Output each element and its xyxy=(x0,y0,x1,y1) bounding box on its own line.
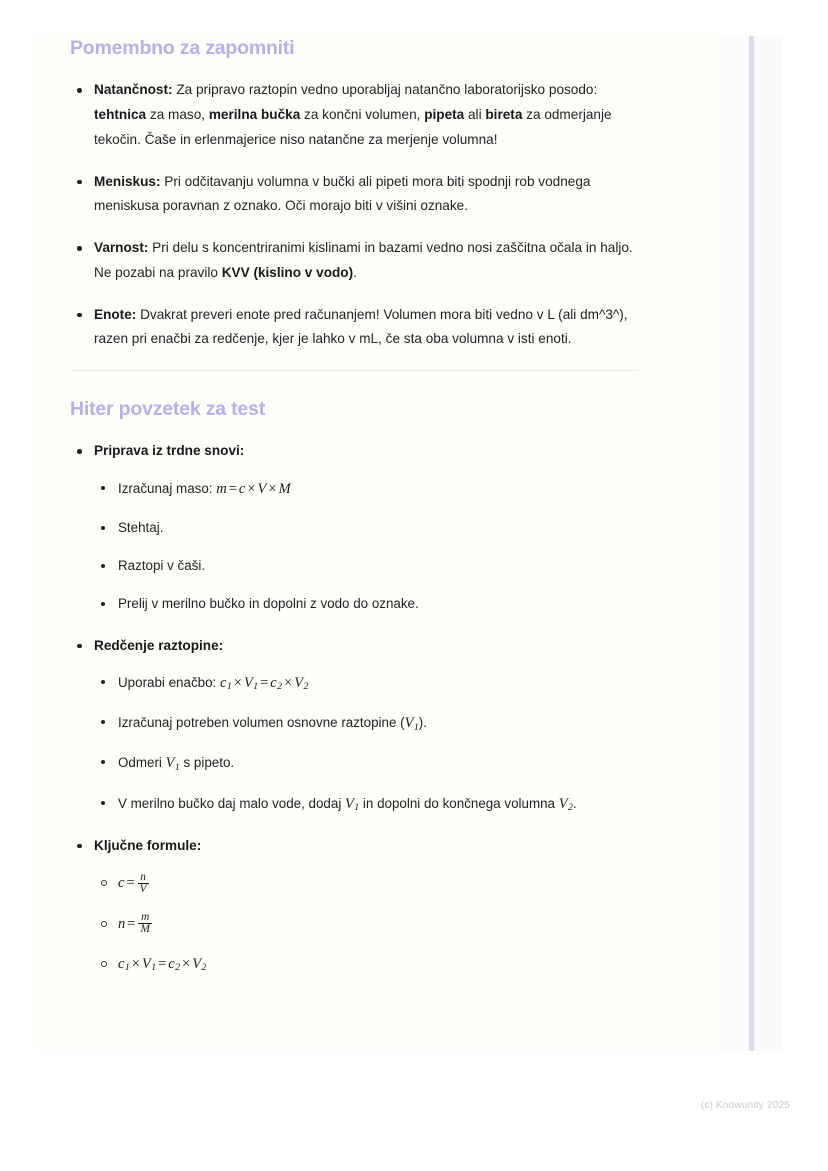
list-item xyxy=(70,170,638,219)
math-formula-concentration: c = $\frac{n}{V}$ xyxy=(118,870,147,896)
bullet-text: za končni volumen, xyxy=(300,107,425,123)
step-text: Stehtaj. xyxy=(118,520,164,536)
list-item xyxy=(94,791,638,817)
step-text: Izračunaj maso: xyxy=(118,481,217,497)
bullet-emphasis: bireta xyxy=(485,107,523,123)
bullet-lead: Meniskus: xyxy=(94,173,161,189)
list-item xyxy=(94,592,638,616)
step-text-suffix: s pipeto. xyxy=(179,755,235,771)
bullet-text: Pri odčitavanju volumna v bučki ali pipeti mora biti spodnji rob vodnega meniskusa poravnan z oznako. Oči morajo biti v višini oznake. xyxy=(94,173,591,214)
step-text: Izračunaj potreben volumen osnovne raztopine ( xyxy=(118,715,405,731)
page-footer: (c) Knowunity 2025 xyxy=(700,1100,790,1111)
section-divider xyxy=(70,370,638,371)
bullet-text: Za pripravo raztopin vedno uporabljaj natančno laboratorijsko posodo: xyxy=(172,82,598,98)
step-text: Prelij v merilno bučko in dopolni z vodo do oznake. xyxy=(118,596,419,612)
purple-accent-bar xyxy=(749,36,754,1051)
group-heading: Priprava iz trdne snovi: xyxy=(94,443,245,459)
list-item xyxy=(94,516,638,540)
group-heading: Redčenje raztopine: xyxy=(94,637,224,653)
bullet-text: . xyxy=(353,264,357,280)
list-item xyxy=(94,670,638,696)
list-item xyxy=(94,476,638,502)
math-expression: $V_1$ xyxy=(404,715,419,733)
math-expression: m = c × V × M xyxy=(216,481,291,498)
math-expression: $V_1$ xyxy=(165,755,180,773)
step-text-suffix: ). xyxy=(418,715,427,731)
list-item xyxy=(70,439,638,616)
list-item xyxy=(70,78,638,152)
step-text: V merilno bučko daj malo vode, dodaj xyxy=(118,795,346,811)
step-text: Odmeri xyxy=(118,755,166,771)
group-heading: Ključne formule: xyxy=(94,837,202,853)
list-item xyxy=(70,303,638,352)
math-expression: $V_2$ xyxy=(558,795,573,813)
math-formula-moles: n = $\frac{m}{M}$ xyxy=(118,910,150,936)
bullet-text: za maso, xyxy=(146,107,209,123)
sub-list-redcenje xyxy=(94,670,638,816)
sheet-right-strip xyxy=(752,36,782,1051)
bullet-text: ali xyxy=(464,107,486,123)
bullet-emphasis: pipeta xyxy=(424,107,465,123)
bullet-lead: Natančnost: xyxy=(94,82,173,98)
bullet-emphasis: KVV (kislino v vodo) xyxy=(221,264,354,280)
bullet-lead: Enote: xyxy=(94,306,137,322)
list-item xyxy=(70,236,638,285)
sub-list-formule xyxy=(94,870,638,976)
bullet-text: za odmerjanje tekočin. Čaše in erlenmajerice niso natančne za merjenje volumna! xyxy=(94,107,612,147)
step-text-suffix: in dopolni do končnega volumna xyxy=(359,795,559,811)
bullet-emphasis: tehtnica xyxy=(94,107,147,123)
summary-list xyxy=(70,439,638,976)
list-item xyxy=(94,870,638,896)
math-formula-dilution: $c_1 \times V_1 = c_2 \times V_2$ xyxy=(118,955,207,973)
step-text: Raztopi v čaši. xyxy=(118,558,206,574)
note-content xyxy=(70,36,638,994)
bullet-text: Pri delu s koncentriranimi kislinami in bazami vedno nosi zaščitna očala in haljo. Ne pozabi na pravilo xyxy=(94,240,633,280)
step-text: Uporabi enačbo: xyxy=(118,675,220,691)
section-title-important: Pomembno za zapomniti xyxy=(70,37,295,59)
bullet-text: Dvakrat preveri enote pred računanjem! Volumen mora biti vedno v L (ali dm^3^), razen pri enačbi za redčenje, kjer je lahko v mL, če sta oba volumna v isti enoti. xyxy=(94,306,628,347)
list-item xyxy=(94,951,638,977)
list-item xyxy=(70,834,638,977)
step-text-suffix: . xyxy=(572,795,577,811)
list-item xyxy=(70,634,638,817)
bullet-lead: Varnost: xyxy=(94,240,149,256)
math-expression: $V_1$ xyxy=(345,795,360,813)
important-points-list xyxy=(70,78,638,352)
section-title-summary: Hiter povzetek za test xyxy=(70,397,265,420)
list-item xyxy=(94,710,638,736)
math-expression: $c_1 \times V_1 = c_2 \times V_2$ xyxy=(220,675,309,693)
list-item xyxy=(94,911,638,937)
sub-list-priprava xyxy=(94,476,638,616)
list-item xyxy=(94,554,638,578)
bullet-emphasis: merilna bučka xyxy=(208,107,301,123)
list-item xyxy=(94,750,638,776)
